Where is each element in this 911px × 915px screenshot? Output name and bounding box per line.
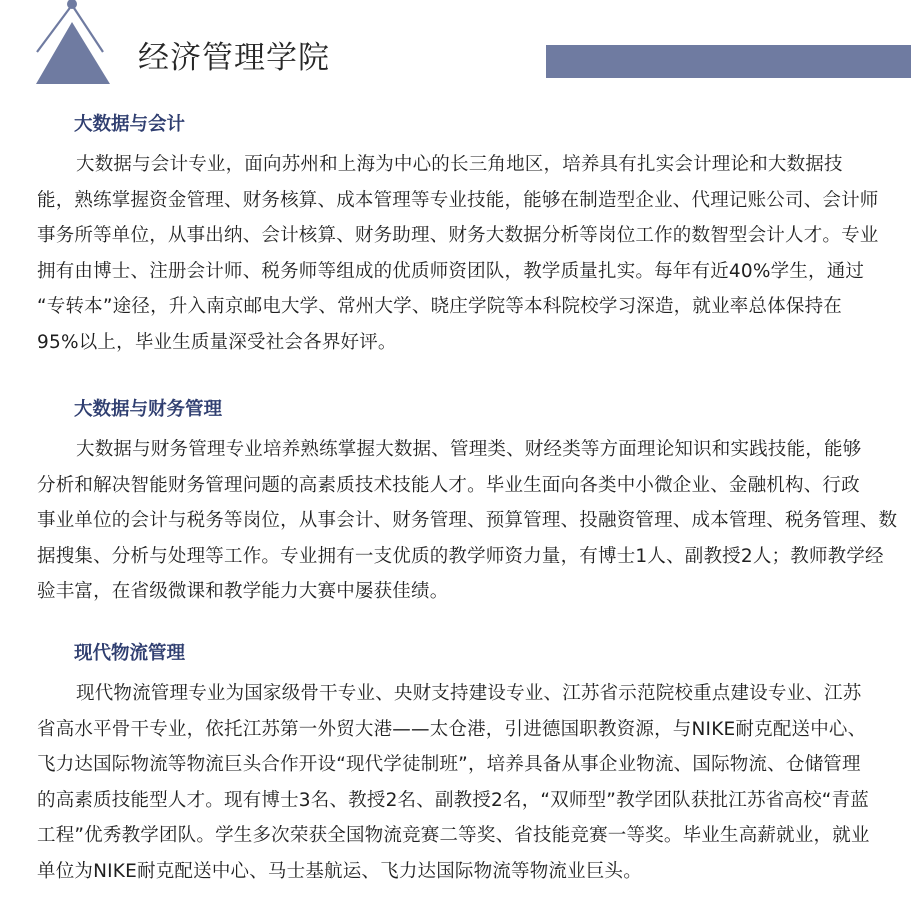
header-accent-bar: [546, 45, 911, 78]
section-heading: 现代物流管理: [74, 643, 186, 664]
paragraph-line: 能，熟练掌握资金管理、财务核算、成本管理等专业技能，能够在制造型企业、代理记账公司、会计师: [37, 189, 879, 211]
paragraph-line: 大数据与财务管理专业培养熟练掌握大数据、管理类、财经类等方面理论知识和实践技能，能够: [76, 439, 862, 460]
paragraph-line: 的高素质技能型人才。现有博士3名、教授2名、副教授2名，“双师型”教学团队获批江苏省高校“青蓝: [37, 789, 869, 811]
paragraph-line: 据搜集、分析与处理等工作。专业拥有一支优质的教学师资力量，有博士1人、副教授2人；教师教学经: [37, 545, 884, 567]
page-title: 经济管理学院: [138, 40, 330, 76]
paragraph-line: 省高水平骨干专业，依托江苏第一外贸大港——太仓港，引进德国职教资源，与NIKE耐克配送中心、: [37, 718, 867, 740]
paragraph-line: 95%以上，毕业生质量深受社会各界好评。: [37, 331, 397, 353]
paragraph-line: “专转本”途径，升入南京邮电大学、常州大学、晓庄学院等本科院校学习深造，就业率总体保持在: [37, 296, 842, 317]
section-heading: 大数据与会计: [74, 114, 186, 135]
paragraph-line: 大数据与会计专业，面向苏州和上海为中心的长三角地区，培养具有扎实会计理论和大数据技: [76, 154, 843, 175]
paragraph-line: 单位为NIKE耐克配送中心、马士基航运、飞力达国际物流等物流业巨头。: [37, 860, 642, 882]
triangle-logo-icon: [0, 0, 120, 90]
paragraph-line: 事业单位的会计与税务等岗位，从事会计、财务管理、预算管理、投融资管理、成本管理、税务管理、数: [37, 510, 898, 531]
section-heading: 大数据与财务管理: [74, 399, 223, 420]
paragraph-line: 分析和解决智能财务管理问题的高素质技术技能人才。毕业生面向各类中小微企业、金融机构、行政: [37, 474, 860, 496]
paragraph-line: 现代物流管理专业为国家级骨干专业、央财支持建设专业、江苏省示范院校重点建设专业、江苏: [76, 683, 862, 704]
paragraph-line: 拥有由博士、注册会计师、税务师等组成的优质师资团队，教学质量扎实。每年有近40%学生，通过: [37, 260, 865, 282]
paragraph-line: 工程”优秀教学团队。学生多次荣获全国物流竞赛二等奖、省技能竞赛一等奖。毕业生高薪就业，就业: [37, 825, 870, 846]
paragraph-line: 事务所等单位，从事出纳、会计核算、财务助理、财务大数据分析等岗位工作的数智型会计人才。专业: [37, 225, 879, 246]
paragraph-line: 验丰富，在省级微课和教学能力大赛中屡获佳绩。: [37, 581, 449, 602]
paragraph-line: 飞力达国际物流等物流巨头合作开设“现代学徒制班”，培养具备从事企业物流、国际物流、仓储管理: [37, 754, 861, 775]
